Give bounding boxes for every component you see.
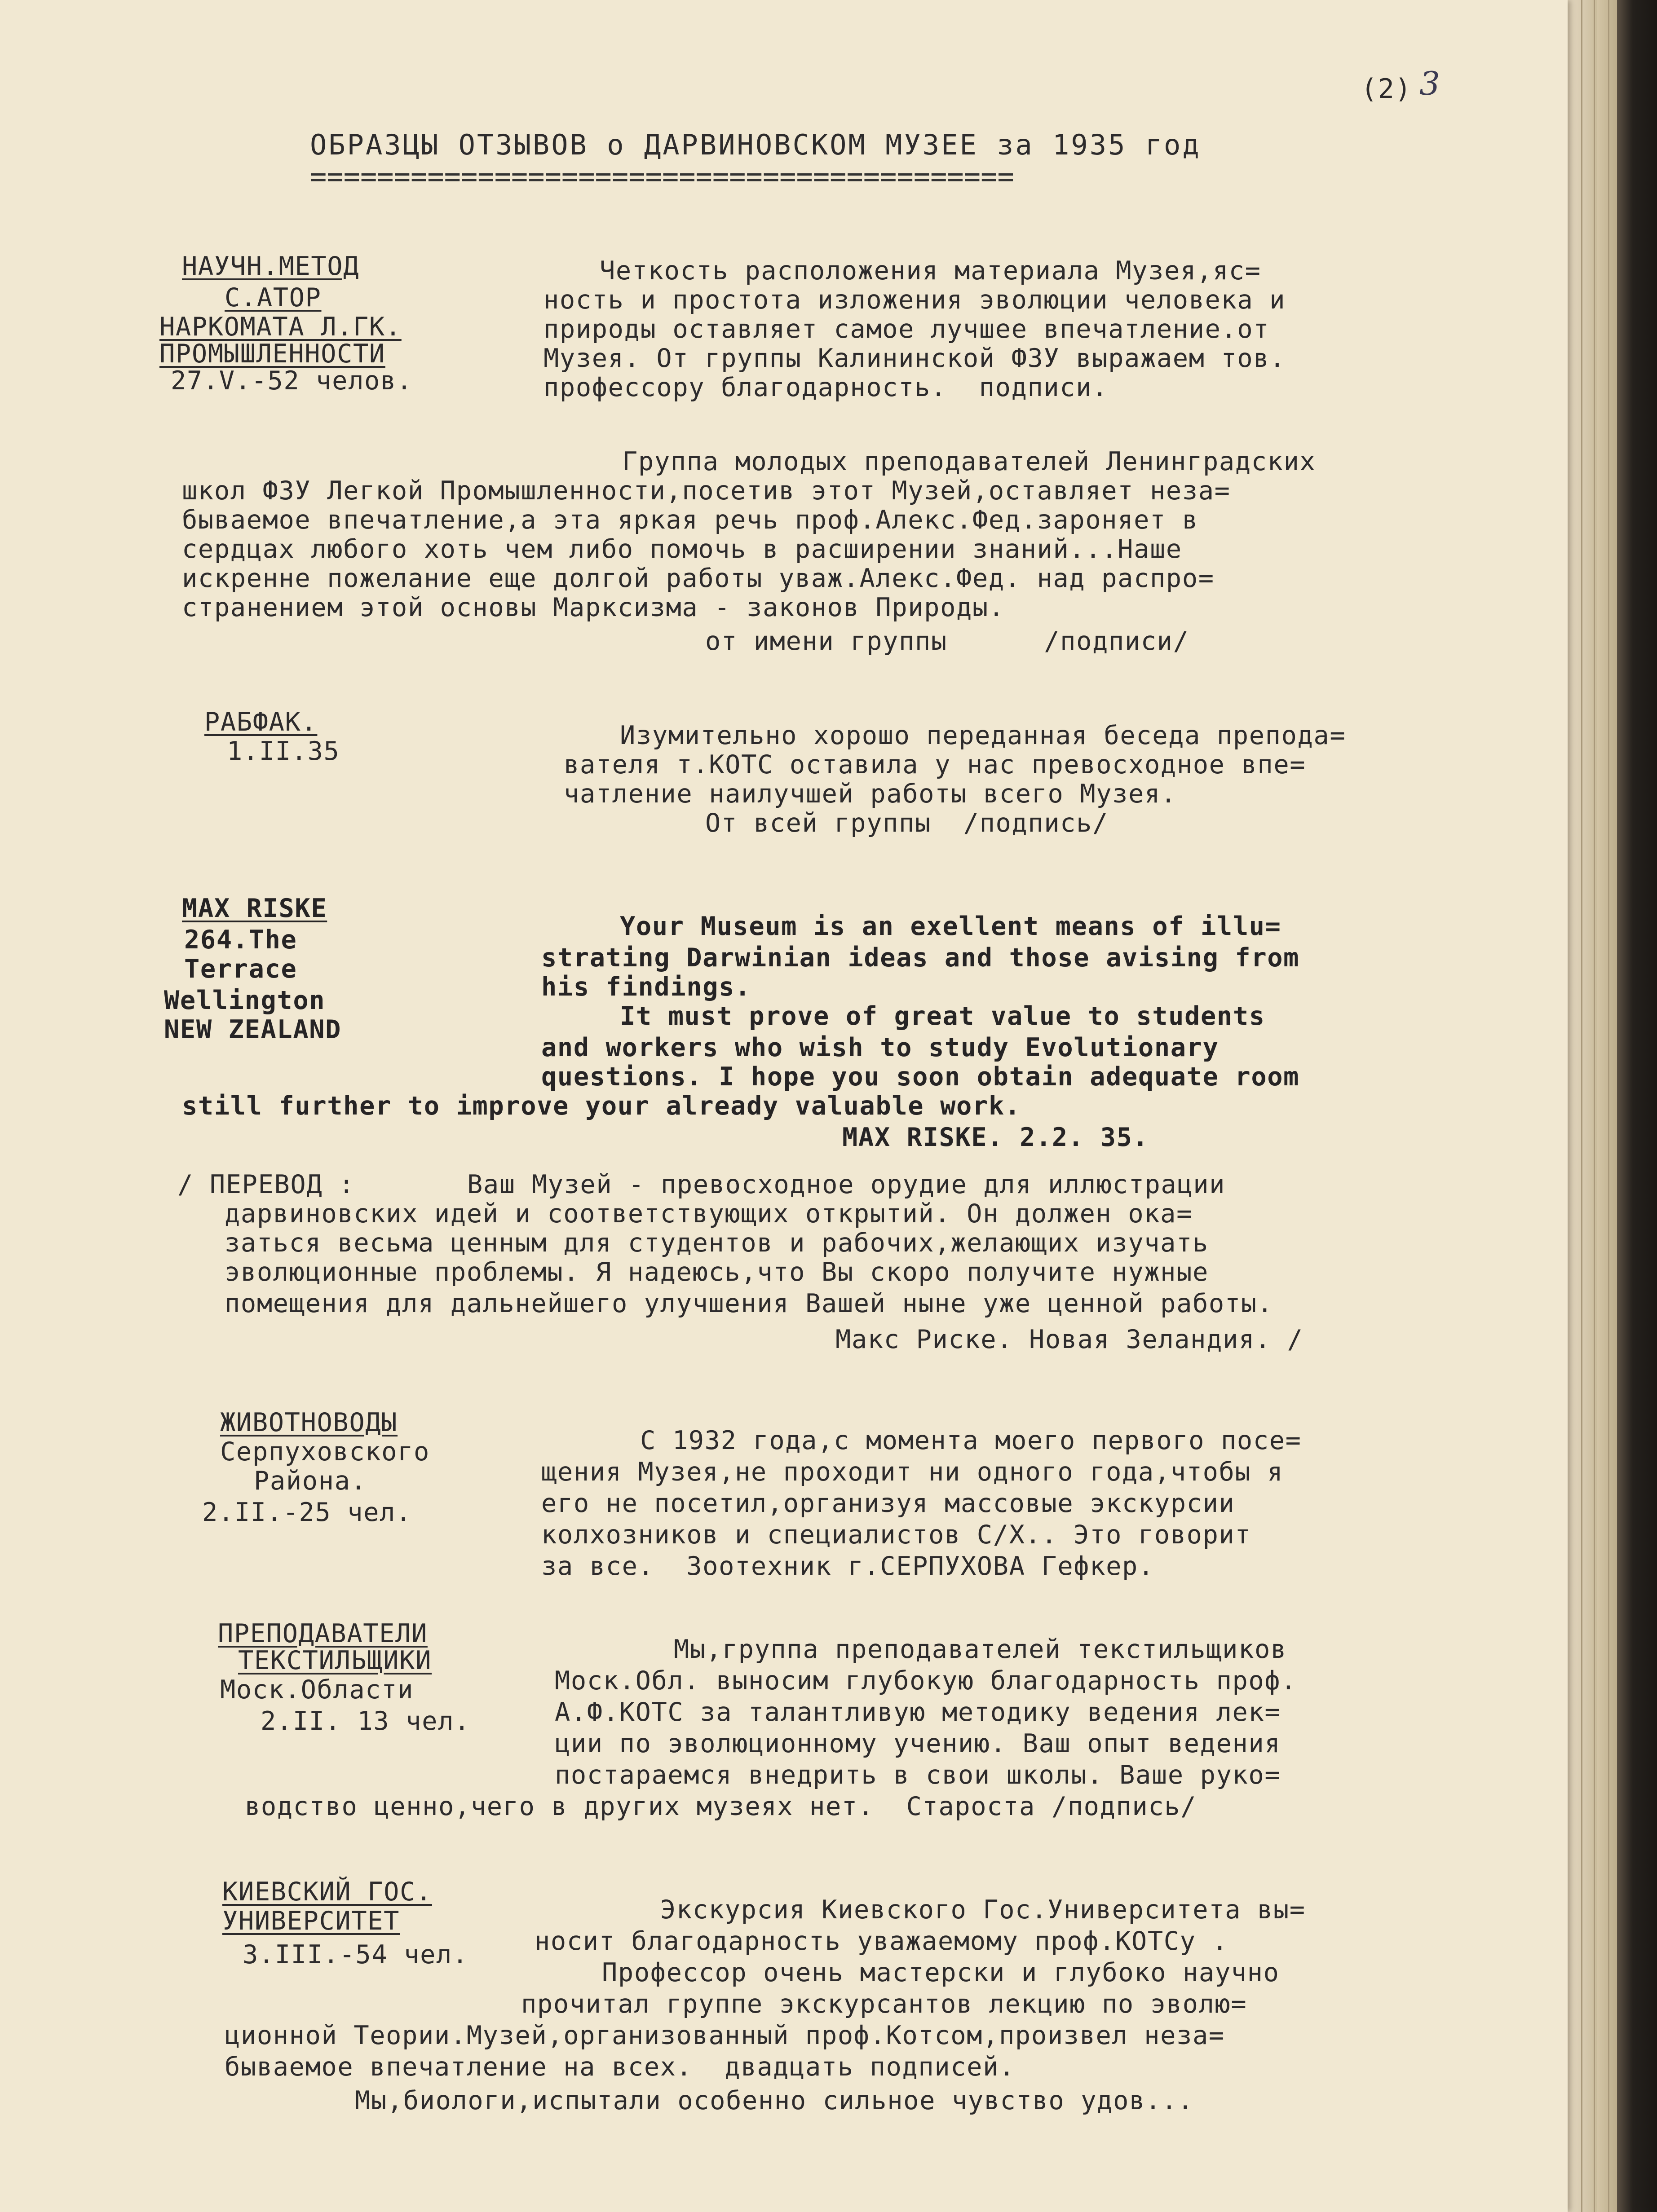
review-text-line: Музея. От группы Калининской ФЗУ выражаем тов. [543,344,1286,373]
title-double-rule: ========================================== [310,160,1014,193]
review-text-line: Четкость расположения материала Музея,яс= [600,256,1261,286]
review-text-line: профессору благодарность. подписи. [543,373,1109,402]
review-text-line: and workers who wish to study Evolutionary [541,1033,1219,1062]
page-edge-line [1608,0,1609,2212]
review-source-line: Серпуховского [220,1437,430,1467]
review-source-line: NEW ZEALAND [164,1015,342,1044]
review-text-line: still further to improve your already valuable work. [182,1091,1021,1121]
review-date-count: 2.II. 13 чел. [261,1706,470,1736]
review-text-line: постараемся внедрить в свои школы. Ваше руко= [555,1760,1281,1790]
binding-shadow [1617,0,1657,2212]
review-text-line: ность и простота изложения эволюции человека и [543,285,1286,315]
review-date-count: 2.II.-25 чел. [202,1498,412,1527]
review-signature: MAX RISKE. 2.2. 35. [842,1123,1149,1152]
review-text-line: искренне пожелание еще долгой работы уваж.Алекс.Фед. над распро= [182,564,1215,593]
review-source-line: Wellington [164,986,326,1015]
review-text-line: strating Darwinian ideas and those avising from [541,943,1300,973]
review-signature: от имени группы /подписи/ [705,626,1189,656]
review-source-line: С.АТОР [225,283,322,313]
review-text-line: дарвиновских идей и соответствующих открытий. Он должен ока= [225,1199,1193,1229]
review-text-line: Изумительно хорошо переданная беседа препода= [620,721,1346,750]
review-source-line: Моск.Области [220,1675,414,1705]
review-source-line: РАБФАК. [204,707,318,737]
review-text-line: школ ФЗУ Легкой Промышленности,посетив этот Музей,оставляет неза= [182,476,1231,506]
review-text-line: колхозников и специалистов С/Х.. Это говорит [541,1520,1251,1550]
review-source-line: ТЕКСТИЛЬЩИКИ [238,1646,432,1675]
review-source-line: ПРЕПОДАВАТЕЛИ [218,1619,428,1648]
review-text-line: Мы,биологи,испытали особенно сильное чувство удов... [355,2086,1194,2115]
review-text-line: заться весьма ценным для студентов и рабочих,желающих изучать [225,1228,1209,1258]
review-text-line: странением этой основы Марксизма - законов Природы. [182,593,1005,622]
page-edge-line [1594,0,1595,2212]
review-text-line: вателя т.КОТС оставила у нас превосходное впе= [564,750,1306,780]
review-text-line: questions. I hope you soon obtain adequate room [541,1062,1300,1092]
review-text-line: Экскурсия Киевского Гос.Университета вы= [660,1895,1306,1925]
review-text-line: прочитал группе экскурсантов лекцию по эволю= [521,1989,1247,2019]
review-text-line: ционной Теории.Музей,организованный проф.Котсом,произвел неза= [225,2021,1225,2050]
review-text-line: эволюционные проблемы. Я надеюсь,что Вы скоро получите нужные [225,1257,1209,1287]
review-text-line: носит благодарность уважаемому проф.КОТСу . [535,1926,1228,1956]
review-source-line: НАРКОМАТА Л.ГК. [159,312,402,342]
review-text-line: бываемое впечатление на всех. двадцать подписей. [225,2052,1015,2082]
review-source-line: УНИВЕРСИТЕТ [222,1906,400,1936]
review-text-line: С 1932 года,с момента моего первого посе= [640,1426,1302,1455]
typed-page-number: (2) [1361,73,1412,105]
review-date-count: 3.III.-54 чел. [243,1940,468,1970]
page-title: ОБРАЗЦЫ ОТЗЫВОВ о ДАРВИНОВСКОМ МУЗЕЕ за 1935 год [310,128,1201,161]
review-source-line: НАУЧН.МЕТОД [182,251,360,281]
review-date-count: 1.II.35 [227,736,340,766]
review-text-line: It must prove of great value to students [620,1001,1265,1031]
review-text-line: бываемое впечатление,а эта яркая речь проф.Алекс.Фед.зароняет в [182,505,1198,535]
review-text-line: his findings. [541,972,751,1002]
review-text-line: чатление наилучшей работы всего Музея. [564,779,1177,809]
review-signature: Макс Риске. Новая Зеландия. / [835,1325,1304,1354]
handwritten-page-number: 3 [1419,65,1441,102]
review-text-line: А.Ф.КОТС за талантливую методику ведения лек= [555,1697,1281,1727]
review-source-line: ЖИВОТНОВОДЫ [220,1408,398,1437]
review-source-line: MAX RISKE [182,894,327,923]
review-source-line: Района. [254,1466,367,1496]
review-source-line: ПРОМЫШЛЕННОСТИ [159,339,385,369]
review-text-line: его не посетил,организуя массовые экскурсии [541,1489,1235,1518]
review-source-line: Terrace [184,954,297,984]
review-text-line: Моск.Обл. выносим глубокую благодарность проф. [555,1666,1297,1696]
review-text-line: за все. Зоотехник г.СЕРПУХОВА Гефкер. [541,1551,1154,1581]
review-source-line: 264.The [184,925,297,955]
review-text-line: щения Музея,не проходит ни одного года,чтобы я [541,1457,1284,1487]
page-edge-line [1581,0,1582,2212]
review-text-line: ции по эволюционному учению. Ваш опыт ведения [555,1729,1281,1758]
review-date-count: 27.V.-52 челов. [171,366,413,396]
review-text-line: Группа молодых преподавателей Ленинградских [622,447,1316,476]
review-text-line: водство ценно,чего в других музеях нет. Староста /подпись/ [245,1792,1197,1821]
review-text-line: сердцах любого хоть чем либо помочь в расширении знаний...Наше [182,534,1182,564]
review-text-line: Мы,группа преподавателей текстильщиков [674,1635,1287,1664]
review-text-line: природы оставляет самое лучшее впечатление.от [543,314,1270,344]
translation-label: / ПЕРЕВОД : [177,1170,355,1199]
review-text-line: Your Museum is an exellent means of illu= [620,912,1281,941]
review-text-line: помещения для дальнейшего улучшения Вашей ныне уже ценной работы. [225,1289,1273,1318]
review-source-line: КИЕВСКИЙ ГОС. [222,1877,432,1907]
review-text-line: Ваш Музей - превосходное орудие для иллюстрации [467,1170,1226,1199]
review-signature: От всей группы /подпись/ [705,808,1109,838]
review-text-line: Профессор очень мастерски и глубоко научно [602,1958,1280,1987]
